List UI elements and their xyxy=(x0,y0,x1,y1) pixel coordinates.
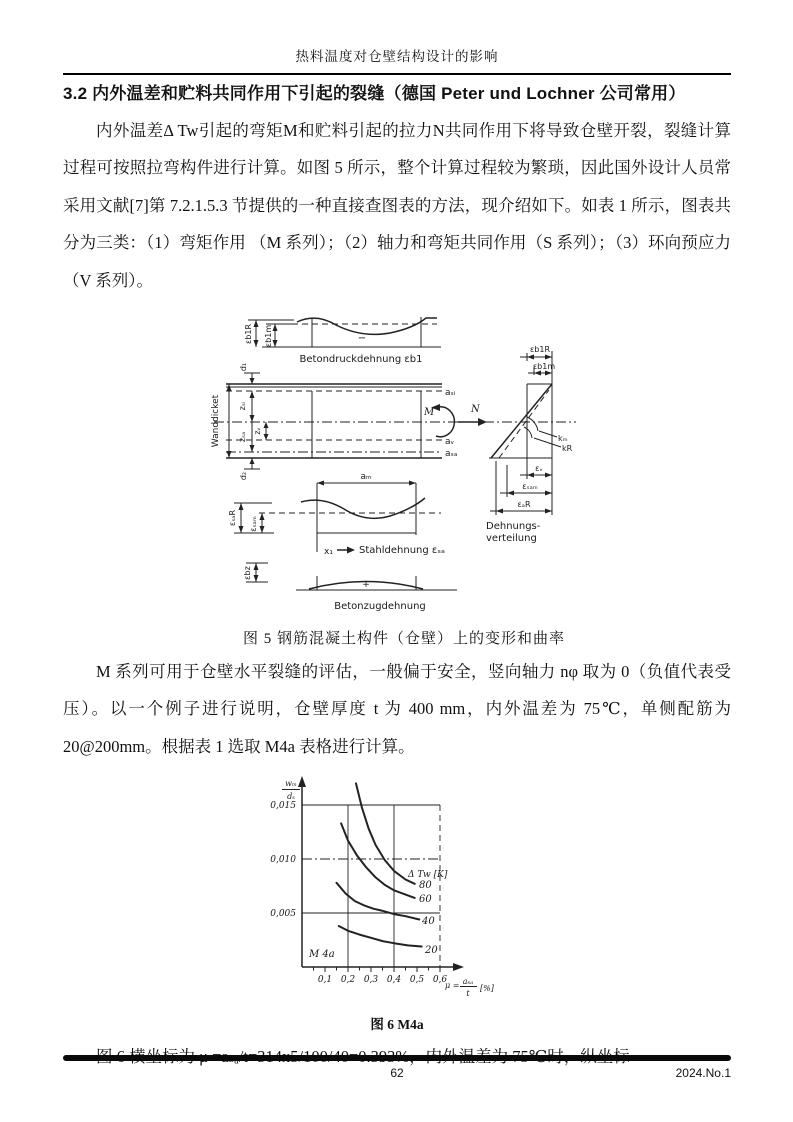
fig5-label-k-R: kR xyxy=(562,444,573,454)
fig6-xlabel-denominator: t xyxy=(466,989,470,999)
fig5-label-d1: d₁ xyxy=(239,362,248,372)
fig5-label-betonzugdehnung: Betonzugdehnung xyxy=(334,601,426,613)
figure6 xyxy=(63,771,731,1033)
fig6-ytick-0015: 0,015 xyxy=(270,801,296,812)
fig6-xtick-06: 0,6 xyxy=(432,975,448,986)
paragraph-2: M 系列可用于仓壁水平裂缝的评估，一般偏于安全，竖向轴力 nφ 取为 0（负值代表受压）。以一个例子进行说明，仓壁厚度 t 为 400 mm，内外温差为 75℃，单侧配筋为 20@200mm。根据表 1 选取 M4a 表格进行计算。 xyxy=(63,662,748,756)
fig5-label-verteilung: verteilung xyxy=(486,533,537,545)
fig5-label-eps-bz: εbz xyxy=(243,566,252,580)
fig5-label-a-si: aₛᵢ xyxy=(445,388,456,399)
fig6-ylabel-denominator: dₛ xyxy=(287,792,295,802)
fig6-curve-40 xyxy=(337,883,420,920)
fig6-curve-20 xyxy=(339,926,422,947)
fig6-curve-label-40: 40 xyxy=(422,916,435,928)
fig5-label-z-sa: zₛₐ xyxy=(238,431,247,443)
fig6-curve-label-80: 80 xyxy=(419,880,432,892)
fig5-label-eps-sam-2: εₛₐₘ xyxy=(249,516,258,532)
fig5-plus-sign: + xyxy=(362,580,370,591)
paragraph-1: 内外温差Δ Tw引起的弯矩M和贮料引起的拉力N共同作用下将导致仓壁开裂，裂缝计算过程可按照拉弯构件进行计算。如图 5 所示，整个计算过程较为繁琐，因此国外设计人员常采用文献[7]第 7.2.1.5.3 节提供的一种直接查图表的方法，现介绍如下。如表 1 所示，图表共分为三类：（1）弯矩作用 （M 系列）；（2）轴力和弯矩共同作用（S 系列）；（3）环向预应力（V 系列）。 xyxy=(63,121,731,290)
fig5-label-a-sa: aₛₐ xyxy=(445,449,458,460)
fig5-label-x1: x₁ xyxy=(324,547,333,558)
fig5-label-M: M xyxy=(424,407,435,419)
issue-label: 2024.No.1 xyxy=(675,1066,731,1080)
figure5 xyxy=(77,305,731,648)
figure5-caption: 图 5 钢筋混凝土构件（仓壁）上的变形和曲率 xyxy=(242,631,565,648)
fig6-ytick-0010: 0,010 xyxy=(270,855,296,866)
fig6-inplot-title: M 4a xyxy=(309,949,335,961)
fig5-label-k-m: kₘ xyxy=(558,434,568,444)
fig5-label-eps-sam: εₛₐₘ xyxy=(522,482,538,492)
fig6-ylabel-numerator: wₘ xyxy=(285,779,297,789)
fig6-curve-60 xyxy=(341,824,415,899)
fig5-label-eps-b1R: εb1R xyxy=(244,324,253,345)
fig6-xtick-03: 0,3 xyxy=(363,975,379,986)
fig5-label-eps-saR: εₛₐR xyxy=(228,510,237,527)
fig5-label-eps-b1R-2: εb1R xyxy=(529,345,551,355)
running-head: 热料温度对仓壁结构设计的影响 xyxy=(295,49,499,64)
section-heading: 3.2 内外温差和贮料共同作用下引起的裂缝（德国 Peter und Lochner 公司常用） xyxy=(63,84,686,103)
fig6-xtick-05: 0,5 xyxy=(409,975,425,986)
fig6-curve-label-20: 20 xyxy=(425,945,438,957)
fig6-xlabel-numerator: aₛₐ xyxy=(462,977,474,987)
fig6-curve-80 xyxy=(356,784,415,884)
figure6-caption: 图 6 M4a xyxy=(370,1017,424,1033)
fig6-curve-label-60: 60 xyxy=(419,894,432,906)
page-footer xyxy=(63,1066,731,1080)
fig5-label-N: N xyxy=(471,404,480,416)
figure5-diagram xyxy=(194,305,614,620)
header-rule xyxy=(63,73,731,75)
fig5-label-eps-aR: εₐR xyxy=(517,500,531,510)
fig5-label-a-m: aₘ xyxy=(360,472,372,483)
fig5-minus-sign: − xyxy=(357,333,367,345)
fig5-label-stahldehnung: Stahldehnung εₛₐ xyxy=(359,545,445,557)
page-content xyxy=(63,0,748,1076)
fig5-label-eps-b1m: εb1m xyxy=(264,324,273,348)
fig5-label-d2: d₂ xyxy=(239,471,248,481)
fig5-label-dehnungs: Dehnungs- xyxy=(486,521,541,533)
fig6-xlabel-unit: [%] xyxy=(480,984,494,994)
fig5-label-wanddicke: Wanddicket xyxy=(211,394,221,448)
fig5-label-z-si: zₛᵢ xyxy=(238,401,247,411)
fig5-label-a-v: aᵥ xyxy=(445,437,455,448)
fig5-label-eps-v: εᵥ xyxy=(535,464,543,474)
fig5-label-betondruckdehnung: Betondruckdehnung εb1 xyxy=(299,354,423,366)
fig5-label-eps-b1m-2: εb1m xyxy=(532,362,556,372)
fig6-xlabel-mu: μ = xyxy=(445,981,460,991)
figure6-chart xyxy=(267,771,527,1006)
fig6-xtick-01: 0,1 xyxy=(317,975,333,986)
fig6-xtick-02: 0,2 xyxy=(340,975,356,986)
fig5-label-z-v: zᵥ xyxy=(253,427,262,435)
fig6-ytick-0005: 0,005 xyxy=(270,909,296,920)
footer-rule-bar xyxy=(63,1055,731,1061)
page-number: 62 xyxy=(390,1066,404,1080)
fig6-legend-title: Δ Tw [K] xyxy=(408,870,448,881)
fig6-xtick-04: 0,4 xyxy=(386,975,402,986)
